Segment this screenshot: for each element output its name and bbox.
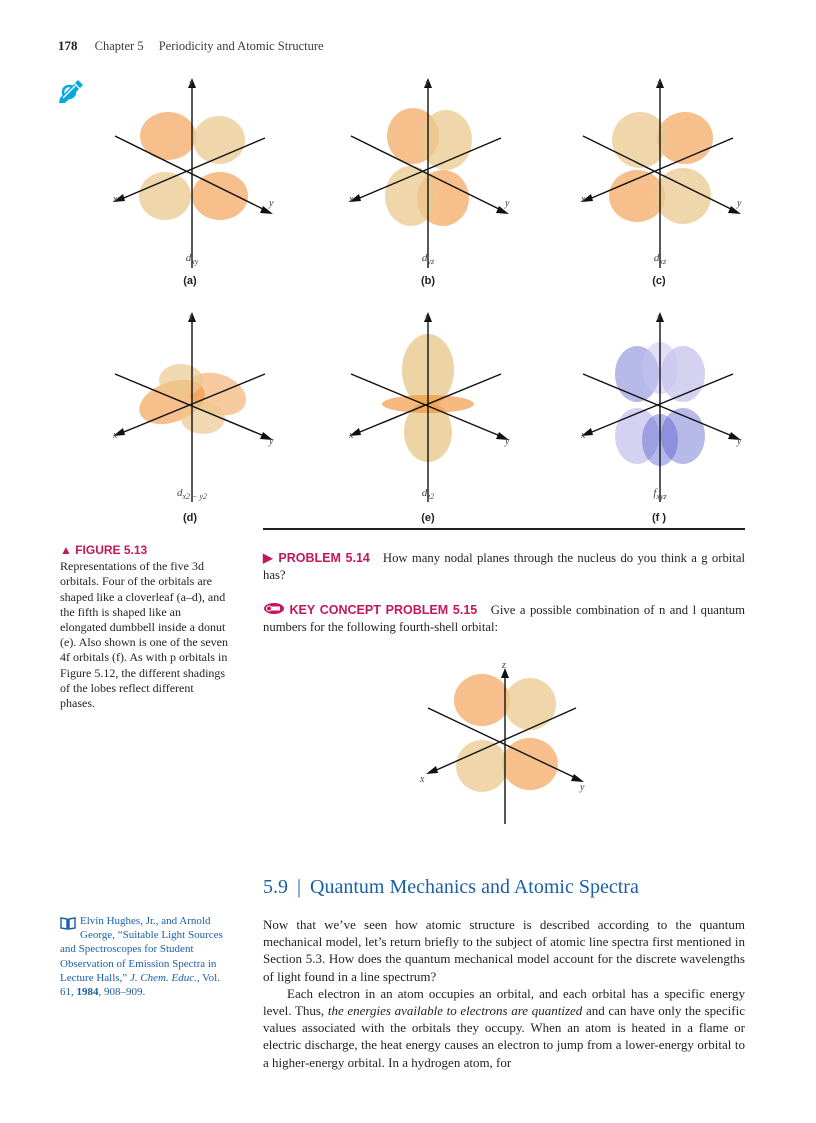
z-axis-label: z	[502, 660, 506, 671]
panel-letter-b: (b)	[420, 275, 436, 287]
problem-label: ▶ PROBLEM 5.14	[263, 551, 370, 565]
y-axis-label: y	[737, 436, 742, 447]
section-divider: |	[297, 876, 302, 898]
orbital-lobes	[454, 674, 558, 792]
x-axis-label: x	[581, 194, 586, 205]
problem-text: Give a possible combination of n and l quantum numbers for the following fourth-shell orbital:	[263, 603, 746, 634]
z-axis-label: z	[189, 312, 193, 323]
orbital-label-dz2: $d_{z2}$	[421, 487, 435, 502]
reference-journal: J. Chem. Educ.	[129, 971, 197, 984]
reference-title: “Suitable Light Sources and Spectroscopes for Student Observation of Emission Spectra in Lecture Halls,”	[60, 929, 223, 984]
chapter-label: Chapter 5	[94, 39, 144, 53]
orbital-label-dxz: $d_{xz}$	[653, 252, 667, 267]
orbital-label-dx2y2: $d_{x2 - y2}$	[177, 487, 207, 502]
section-number: 5.9	[263, 876, 288, 898]
panel-letter-e: (e)	[421, 512, 435, 524]
z-axis-label: z	[189, 78, 193, 89]
section-title: Quantum Mechanics and Atomic Spectra	[310, 876, 639, 898]
orbital-label-dxy: $d_{xy}$	[185, 252, 199, 267]
problem-5-15	[263, 602, 745, 635]
panel-letter-d: (d)	[182, 512, 198, 524]
figure-caption	[60, 543, 230, 711]
chapter-title: Periodicity and Atomic Structure	[158, 39, 324, 53]
z-axis-label: z	[657, 312, 661, 323]
orbital-label-fxyz: $f_{xyz}$	[653, 487, 667, 502]
x-axis-label: x	[349, 194, 354, 205]
reference-authors: Elvin Hughes, Jr., and Arnold George,	[80, 915, 211, 942]
z-axis-label: z	[425, 312, 429, 323]
body-paragraph-2: Each electron in an atom occupies an orbital, and each orbital has a specific energy level. Thus, the energies available to electrons are quantized and can have only the specific values associated with the orbitals they occupy. When an atom is heated in a flame or electric discharge, the heat energy causes an electron to jump from a lower-energy orbital to a higher-energy orbital. In a hydrogen atom, for	[263, 985, 746, 1070]
body-text	[263, 916, 745, 1071]
reference-year: 1984	[76, 986, 99, 999]
y-axis-label: y	[737, 198, 742, 209]
x-axis-label: x	[581, 430, 586, 441]
figure-caption-title: ▲ FIGURE 5.13	[60, 543, 148, 557]
y-axis-label: y	[580, 782, 585, 793]
orbital-label-dyz: $d_{yz}$	[421, 252, 435, 267]
figure-rule	[263, 528, 745, 530]
x-axis-label: x	[113, 430, 118, 441]
x-axis-label: x	[113, 194, 118, 205]
problem-label: KEY CONCEPT PROBLEM 5.15	[289, 603, 478, 617]
panel-letter-a: (a)	[183, 275, 197, 287]
y-axis-label: y	[505, 436, 510, 447]
panel-letter-f: (f )	[651, 512, 667, 524]
margin-reference	[60, 914, 225, 999]
y-axis-label: y	[269, 436, 274, 447]
body-paragraph-1: Now that we’ve seen how atomic structure is described according to the quantum mechanical model, let’s return briefly to the subject of atomic line spectra first mentioned in Section 5.3. How does the quantum mechanical model account for the discrete wavelengths of light found in a line spectrum?	[263, 917, 745, 984]
book-icon	[60, 916, 76, 930]
running-header	[58, 38, 324, 54]
problem-orbital-figure	[390, 656, 620, 876]
section-heading	[263, 876, 639, 899]
panel-letter-c: (c)	[652, 275, 666, 287]
figure-caption-text: Representations of the five 3d orbitals. Four of the orbitals are shaped like a cloverleaf (a–d), and the fifth is shaped like an elongated dumbbell inside a donut (e). Also shown is one of the seven 4f orbitals (f). As with p orbitals in Figure 5.12, the different shadings of the lobes reflect different phases.	[60, 559, 228, 711]
page-number: 178	[58, 38, 78, 53]
problem-5-14	[263, 550, 745, 583]
x-axis-label: x	[349, 430, 354, 441]
reference-pages: , 908–909.	[98, 986, 146, 999]
x-axis-label: x	[420, 774, 425, 785]
orbital-lobes	[139, 112, 248, 220]
reference-details: , Vol. 61,	[60, 971, 220, 999]
y-axis-label: y	[505, 198, 510, 209]
z-axis-label: z	[657, 78, 661, 89]
problem-text: How many nodal planes through the nucleus do you think a g orbital has?	[263, 551, 746, 582]
y-axis-label: y	[269, 198, 274, 209]
z-axis-label: z	[425, 78, 429, 89]
emphasis-text: the energies available to electrons are quantized	[327, 1003, 583, 1019]
key-concept-icon	[263, 602, 285, 615]
